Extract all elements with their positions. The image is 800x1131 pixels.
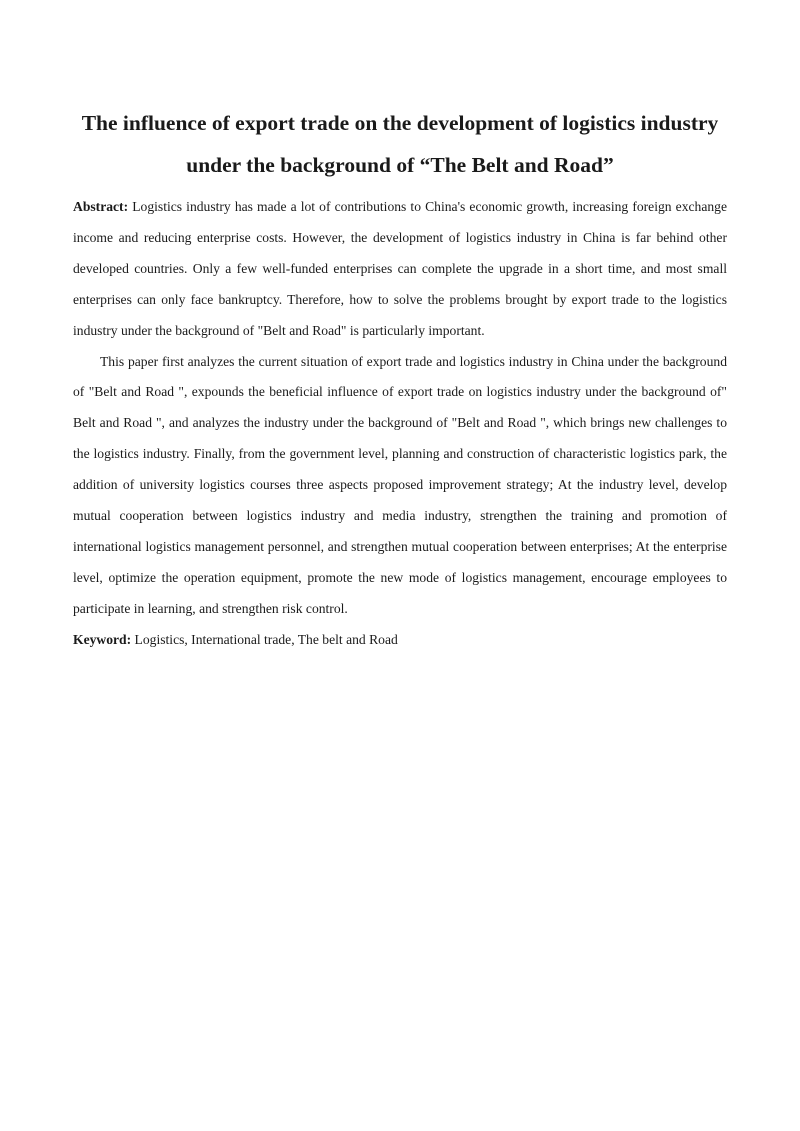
paper-title: [73, 102, 727, 186]
abstract-paragraph-2: This paper first analyzes the current situation of export trade and logistics industry in China under the background of "Belt and Road ", expounds the beneficial influence of export trade on logistics industry under the background of" Belt and Road ", and analyzes the industry under the background of "Belt and Road ", which brings new challenges to the logistics industry. Finally, from the government level, planning and construction of characteristic logistics park, the addition of university logistics courses three aspects proposed improvement strategy; At the industry level, develop mutual cooperation between logistics industry and media industry, strengthen the training and promotion of international logistics management personnel, and strengthen mutual cooperation between enterprises; At the enterprise level, optimize the operation equipment, promote the new mode of logistics management, encourage employees to participate in learning, and strengthen risk control.: [73, 353, 727, 616]
document-page: [73, 102, 727, 656]
abstract-label: Abstract:: [73, 199, 129, 214]
abstract-paragraph-1: [73, 192, 727, 347]
keywords-text: Logistics, International trade, The belt and Road: [134, 631, 398, 647]
keywords-label: Keyword:: [73, 631, 132, 647]
title-line-2: under the background of “The Belt and Road”: [186, 153, 614, 177]
abstract-text-1: Logistics industry has made a lot of contributions to China's economic growth, increasing foreign exchange income and reducing enterprise costs. However, the development of logistics industry in China is far behind other developed countries. Only a few well-funded enterprises can complete the upgrade in a short time, and most small enterprises can only face bankruptcy. Therefore, how to solve the problems brought by export trade to the logistics industry under the background of "Belt and Road" is particularly important.: [73, 199, 727, 338]
keywords-line: [73, 625, 727, 656]
title-line-1: The influence of export trade on the development of logistics industry: [81, 111, 719, 135]
